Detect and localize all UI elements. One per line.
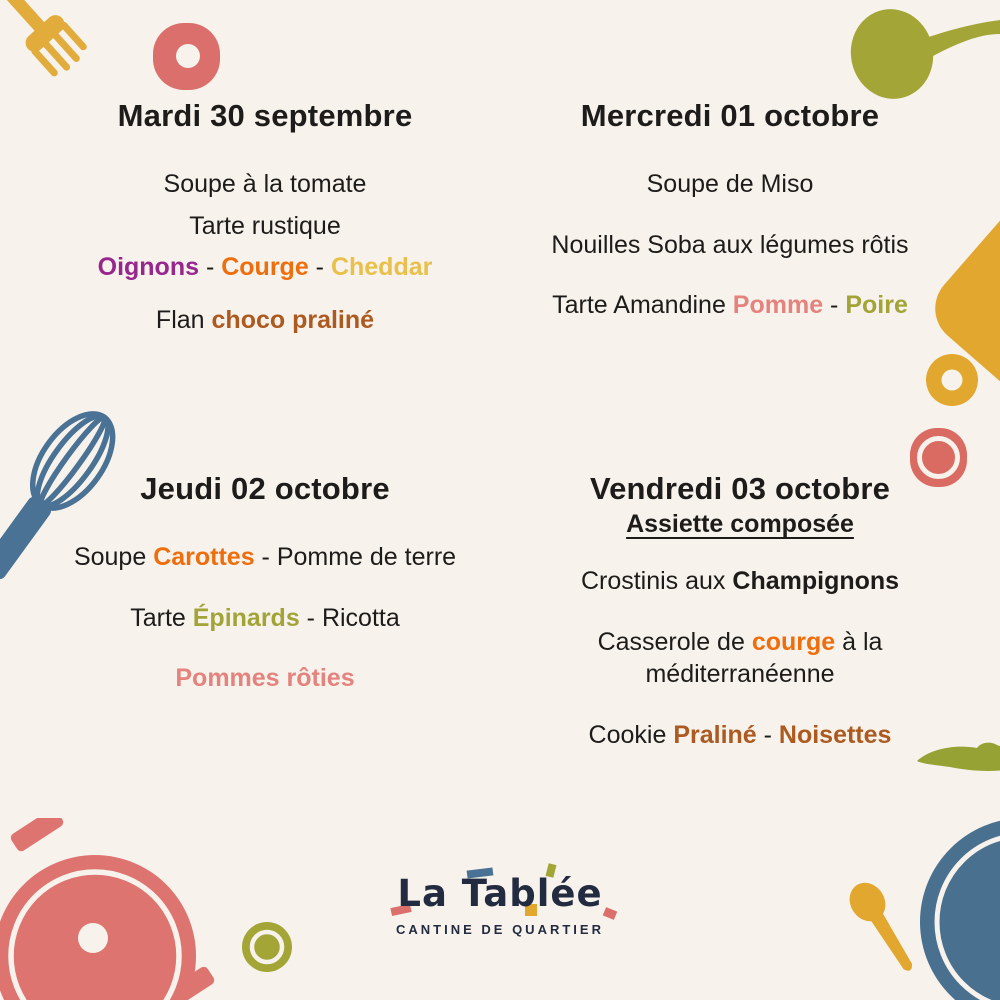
menu-item-line [25, 662, 505, 695]
menu-item-text: Tarte [130, 603, 193, 632]
menu-mardi [40, 98, 490, 345]
menu-item-text: Tarte Amandine [552, 291, 733, 319]
menu-title: Mercredi 01 octobre [580, 98, 880, 133]
menu-item-text: - Ricotta [299, 603, 400, 632]
menu-item-line [495, 229, 965, 262]
logo [0, 872, 1000, 937]
menu-item-text: Courge [221, 253, 309, 281]
menu-item-text: Soupe [73, 543, 154, 571]
menu-item-text: courge [751, 627, 836, 656]
menu-item-text: Pomme [732, 291, 824, 319]
logo-tagline: CANTINE DE QUARTIER [396, 922, 604, 937]
menu-item-line [510, 565, 970, 598]
menu-item-text: Praliné [673, 720, 757, 749]
menu-item-text: - [308, 253, 331, 281]
menu-item-line [40, 304, 490, 337]
menu-item-text: à la méditerranéenne [645, 627, 883, 688]
logo-wordmark [397, 872, 602, 915]
menu-item-text: Crostinis aux [580, 567, 733, 595]
menu-item-line [495, 168, 965, 201]
menu-item-text: - [756, 720, 779, 749]
menu-item-line [25, 541, 505, 574]
menu-item-text: Champignons [732, 567, 900, 595]
menu-item-line [510, 626, 970, 691]
menu-vendredi [510, 471, 970, 779]
menu-item-text: Carottes [153, 543, 255, 571]
menu-subtitle: Assiette composée [626, 510, 854, 538]
menu-item-text: Soupe à la tomate [163, 170, 367, 198]
menu-item-text: choco praliné [211, 305, 375, 334]
menu-item-text: Tarte rustique [189, 211, 341, 240]
menu-item-line [40, 210, 490, 243]
menu-item-text: - [823, 291, 846, 319]
logo-accent-coral2-icon [602, 907, 616, 920]
menu-item-text: Noisettes [778, 720, 892, 749]
menu-mercredi [495, 98, 965, 350]
menu-item-text: Nouilles Soba aux légumes rôtis [551, 230, 909, 259]
menu-title: Jeudi 02 octobre [140, 471, 390, 506]
fork-icon [0, 0, 117, 108]
menu-item-line [25, 602, 505, 635]
menu-item-text: Pommes rôties [175, 664, 355, 692]
menu-item-text: Épinards [192, 603, 300, 632]
menu-title: Mardi 30 septembre [117, 98, 413, 133]
menu-item-text: Oignons [97, 253, 200, 281]
menu-item-line [40, 168, 490, 201]
menu-item-line [40, 251, 490, 284]
menu-item-text: - [199, 253, 222, 281]
menu-item-text: Casserole de [597, 627, 752, 656]
menu-item-line [510, 719, 970, 752]
menu-item-text: Soupe de Miso [646, 170, 814, 198]
menu-jeudi [25, 471, 505, 723]
logo-name: La Tablée [397, 872, 603, 915]
menu-item-text: Cheddar [330, 253, 433, 281]
menu-item-line [495, 289, 965, 322]
menu-title: Vendredi 03 octobre [589, 471, 891, 506]
donut-icon [152, 22, 222, 92]
menu-item-text: Poire [845, 291, 908, 319]
menu-item-text: Cookie [588, 720, 674, 749]
menu-item-text: - Pomme de terre [254, 543, 457, 571]
menu-item-text: Flan [155, 305, 212, 334]
